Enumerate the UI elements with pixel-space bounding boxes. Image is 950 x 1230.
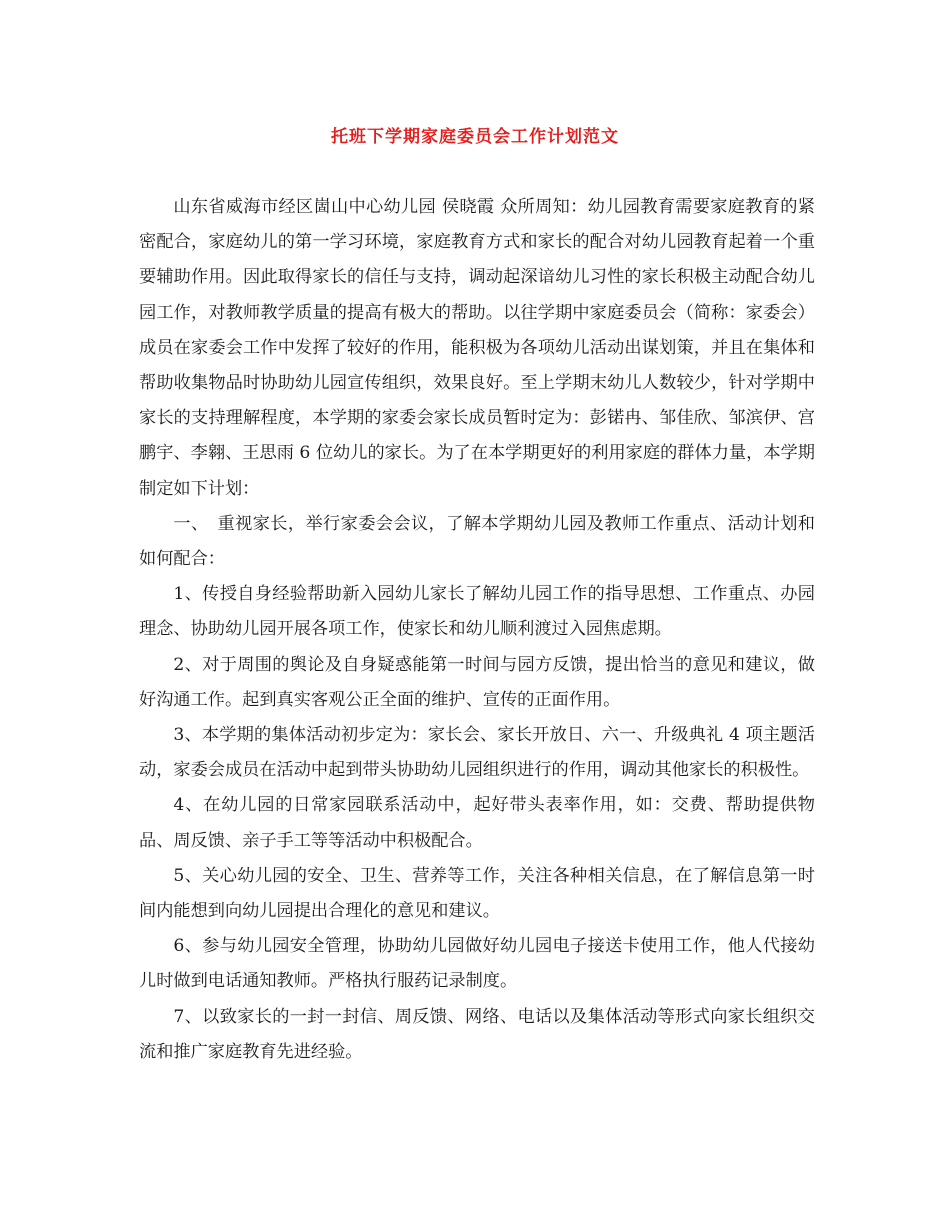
list-item: 4、在幼儿园的日常家园联系活动中，起好带头表率作用，如：交费、帮助提供物品、周反馈、亲子手工等等活动中积极配合。: [139, 795, 815, 851]
list-item: 6、参与幼儿园安全管理，协助幼儿园做好幼儿园电子接送卡使用工作，他人代接幼儿时做到电话通知教师。严格执行服药记录制度。: [139, 936, 815, 992]
intro-paragraph: 山东省威海市经区崮山中心幼儿园 侯晓霞 众所周知：幼儿园教育需要家庭教育的紧密配合，家庭幼儿的第一学习环境，家庭教育方式和家长的配合对幼儿园教育起着一个重要辅助作用。因此取得家长的信任与支持，调动起深谙幼儿习性的家长积极主动配合幼儿园工作，对教师教学质量的提高有极大的帮助。以往学期中家庭委员会（简称：家委会）成员在家委会工作中发挥了较好的作用，能积极为各项幼儿活动出谋划策，并且在集体和帮助收集物品时协助幼儿园宣传组织，效果良好。至上学期末幼儿人数较少，针对学期中家长的支持理解程度，本学期的家委会家长成员暂时定为：彭锘冉、邹佳欣、邹滨伊、宫鹏宇、李翱、王思雨 6 位幼儿的家长。为了在本学期更好的利用家庭的群体力量，本学期制定如下计划：: [139, 197, 815, 499]
list-item: 2、对于周围的舆论及自身疑惑能第一时间与园方反馈，提出恰当的意见和建议，做好沟通工作。起到真实客观公正全面的维护、宣传的正面作用。: [139, 654, 815, 710]
list-item: 3、本学期的集体活动初步定为：家长会、家长开放日、六一、升级典礼 4 项主题活动，家委会成员在活动中起到带头协助幼儿园组织进行的作用，调动其他家长的积极性。: [139, 725, 815, 781]
list-item: 5、关心幼儿园的安全、卫生、营养等工作，关注各种相关信息，在了解信息第一时间内能想到向幼儿园提出合理化的意见和建议。: [139, 865, 815, 922]
list-item: 7、以致家长的一封一封信、周反馈、网络、电话以及集体活动等形式向家长组织交流和推广家庭教育先进经验。: [139, 1006, 815, 1062]
document-title: 托班下学期家庭委员会工作计划范文: [331, 127, 619, 147]
list-item: 1、传授自身经验帮助新入园幼儿家长了解幼儿园工作的指导思想、工作重点、办园理念、协助幼儿园开展各项工作，使家长和幼儿顺利渡过入园焦虑期。: [139, 584, 815, 640]
section-heading-1: 一、 重视家长，举行家委会会议，了解本学期幼儿园及教师工作重点、活动计划和如何配合：: [139, 513, 815, 570]
document-body: [139, 190, 815, 1070]
